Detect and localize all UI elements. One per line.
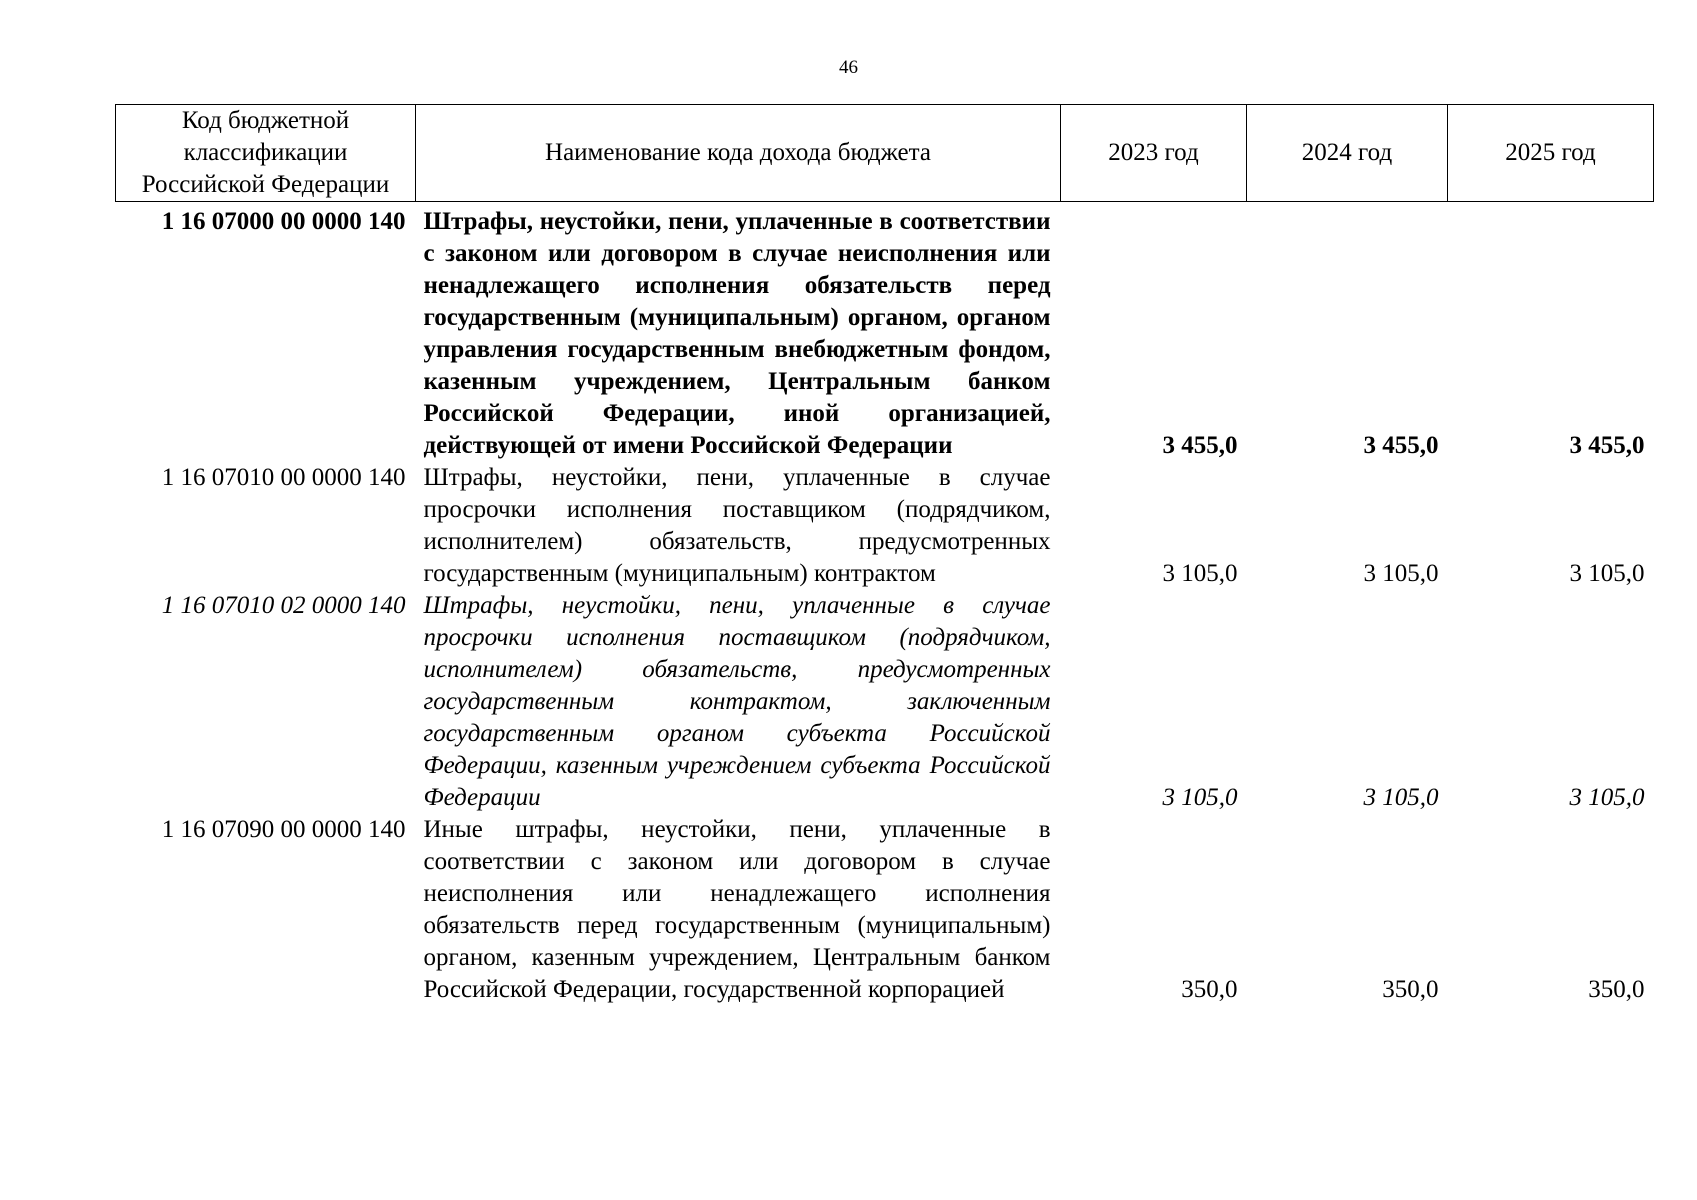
row-value-2024: 350,0 xyxy=(1382,976,1439,1003)
header-code: Код бюджетной классификации Российской Федерации xyxy=(116,105,416,202)
row-name: Штрафы, неустойки, пени, уплаченные в случае просрочки исполнения поставщиком (подрядчиком, исполнителем) обязательств, предусмотренных государственным (муниципальным) контрактом xyxy=(423,464,1051,587)
table-row xyxy=(116,590,1654,814)
row-value-2025: 350,0 xyxy=(1588,976,1645,1003)
row-value-2023: 3 105,0 xyxy=(1162,560,1238,587)
page-number: 46 xyxy=(839,57,858,78)
header-year-2024: 2024 год xyxy=(1247,105,1448,202)
row-name: Штрафы, неустойки, пени, уплаченные в случае просрочки исполнения поставщиком (подрядчиком, исполнителем) обязательств, предусмотренных государственным контрактом, заключенным государственным органом субъекта Российской Федерации, казенным учреждением субъекта Российской Федерации xyxy=(423,592,1051,811)
header-year-2023: 2023 год xyxy=(1061,105,1247,202)
row-value-2023: 3 455,0 xyxy=(1162,432,1238,459)
row-name: Иные штрафы, неустойки, пени, уплаченные в соответствии с законом или договором в случае неисполнения или ненадлежащего исполнения обязательств перед государственным (муниципальным) органом, казенным учреждением, Центральным банком Российской Федерации, государственной корпорацией xyxy=(423,816,1051,1003)
row-value-2023: 350,0 xyxy=(1181,976,1238,1003)
row-code: 1 16 07090 00 0000 140 xyxy=(161,816,406,843)
row-value-2024: 3 105,0 xyxy=(1363,784,1439,811)
row-name: Штрафы, неустойки, пени, уплаченные в соответствии с законом или договором в случае неисполнения или ненадлежащего исполнения обязательств перед государственным (муниципальным) органом, органом управления государственным внебюджетным фондом, казенным учреждением, Центральным банком Российской Федерации, иной организацией, действующей от имени Российской Федерации xyxy=(423,208,1051,459)
row-code: 1 16 07010 02 0000 140 xyxy=(161,592,406,619)
header-name: Наименование кода дохода бюджета xyxy=(416,105,1061,202)
table-row xyxy=(116,814,1654,1006)
row-value-2024: 3 105,0 xyxy=(1363,560,1439,587)
budget-revenue-table xyxy=(115,104,1654,1006)
row-value-2025: 3 105,0 xyxy=(1569,784,1645,811)
row-code: 1 16 07000 00 0000 140 xyxy=(161,208,406,235)
row-value-2025: 3 105,0 xyxy=(1569,560,1645,587)
row-value-2023: 3 105,0 xyxy=(1162,784,1238,811)
row-code: 1 16 07010 00 0000 140 xyxy=(161,464,406,491)
row-value-2025: 3 455,0 xyxy=(1569,432,1645,459)
row-value-2024: 3 455,0 xyxy=(1363,432,1439,459)
table-row xyxy=(116,462,1654,590)
table-row xyxy=(116,202,1654,463)
header-year-2025: 2025 год xyxy=(1448,105,1654,202)
table-header-row xyxy=(116,105,1654,202)
